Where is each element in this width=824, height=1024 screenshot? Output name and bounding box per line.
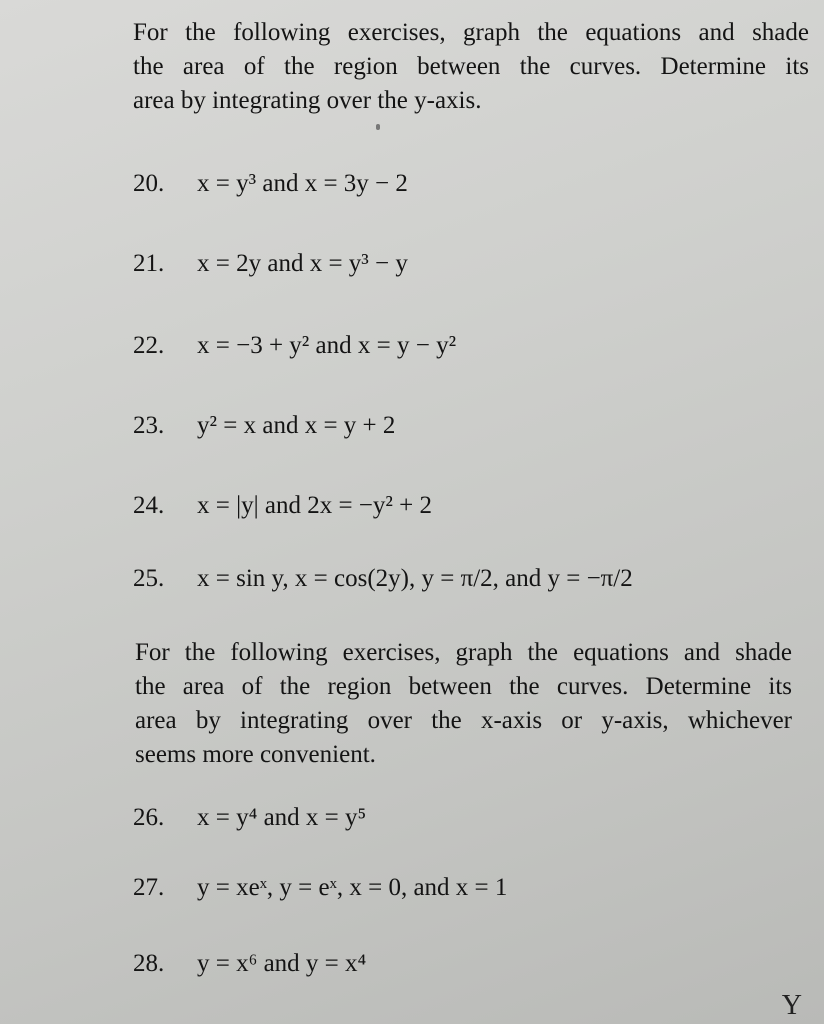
exercise-25: [133, 563, 633, 595]
exercise-26: [133, 802, 366, 834]
exercise-number: 24.: [133, 492, 165, 519]
exercise-28: [133, 948, 366, 980]
exercise-number: 28.: [133, 950, 165, 977]
instructions-line: the area of the region between the curves. Determine its: [133, 53, 809, 80]
exercise-21: [133, 248, 408, 280]
instructions-line: For the following exercises, graph the equations and shade: [133, 19, 809, 46]
exercise-expression: x = y⁴ and x = y⁵: [197, 804, 367, 831]
exercise-number: 27.: [133, 874, 165, 901]
instructions-paragraph-1: [133, 16, 809, 118]
exercise-number: 25.: [133, 565, 165, 592]
instructions-line: the area of the region between the curves. Determine its: [135, 673, 792, 700]
instructions-paragraph-2: [135, 636, 792, 772]
exercise-expression: y = xeˣ, y = eˣ, x = 0, and x = 1: [197, 874, 508, 901]
exercise-expression: x = sin y, x = cos(2y), y = π/2, and y = −π/2: [197, 565, 633, 592]
exercise-expression: y² = x and x = y + 2: [197, 412, 396, 439]
instructions-line: seems more convenient.: [135, 741, 376, 768]
page-speck: [376, 124, 380, 130]
exercise-24: [133, 490, 432, 522]
exercise-22: [133, 330, 456, 362]
exercise-expression: x = |y| and 2x = −y² + 2: [197, 492, 432, 519]
instructions-line: area by integrating over the x-axis or y-axis, whichever: [135, 707, 792, 734]
instructions-line: area by integrating over the y-axis.: [133, 87, 482, 114]
exercise-expression: x = y³ and x = 3y − 2: [197, 170, 408, 197]
exercise-27: [133, 872, 507, 904]
exercise-number: 22.: [133, 332, 165, 359]
corner-mark: Y: [781, 990, 802, 1021]
exercise-number: 26.: [133, 804, 165, 831]
exercise-number: 21.: [133, 250, 165, 277]
exercise-20: [133, 168, 408, 200]
exercise-number: 20.: [133, 170, 165, 197]
exercise-expression: x = 2y and x = y³ − y: [197, 250, 408, 277]
exercise-number: 23.: [133, 412, 165, 439]
exercise-23: [133, 410, 395, 442]
exercise-expression: x = −3 + y² and x = y − y²: [197, 332, 457, 359]
exercise-expression: y = x⁶ and y = x⁴: [197, 950, 367, 977]
instructions-line: For the following exercises, graph the equations and shade: [135, 639, 792, 666]
